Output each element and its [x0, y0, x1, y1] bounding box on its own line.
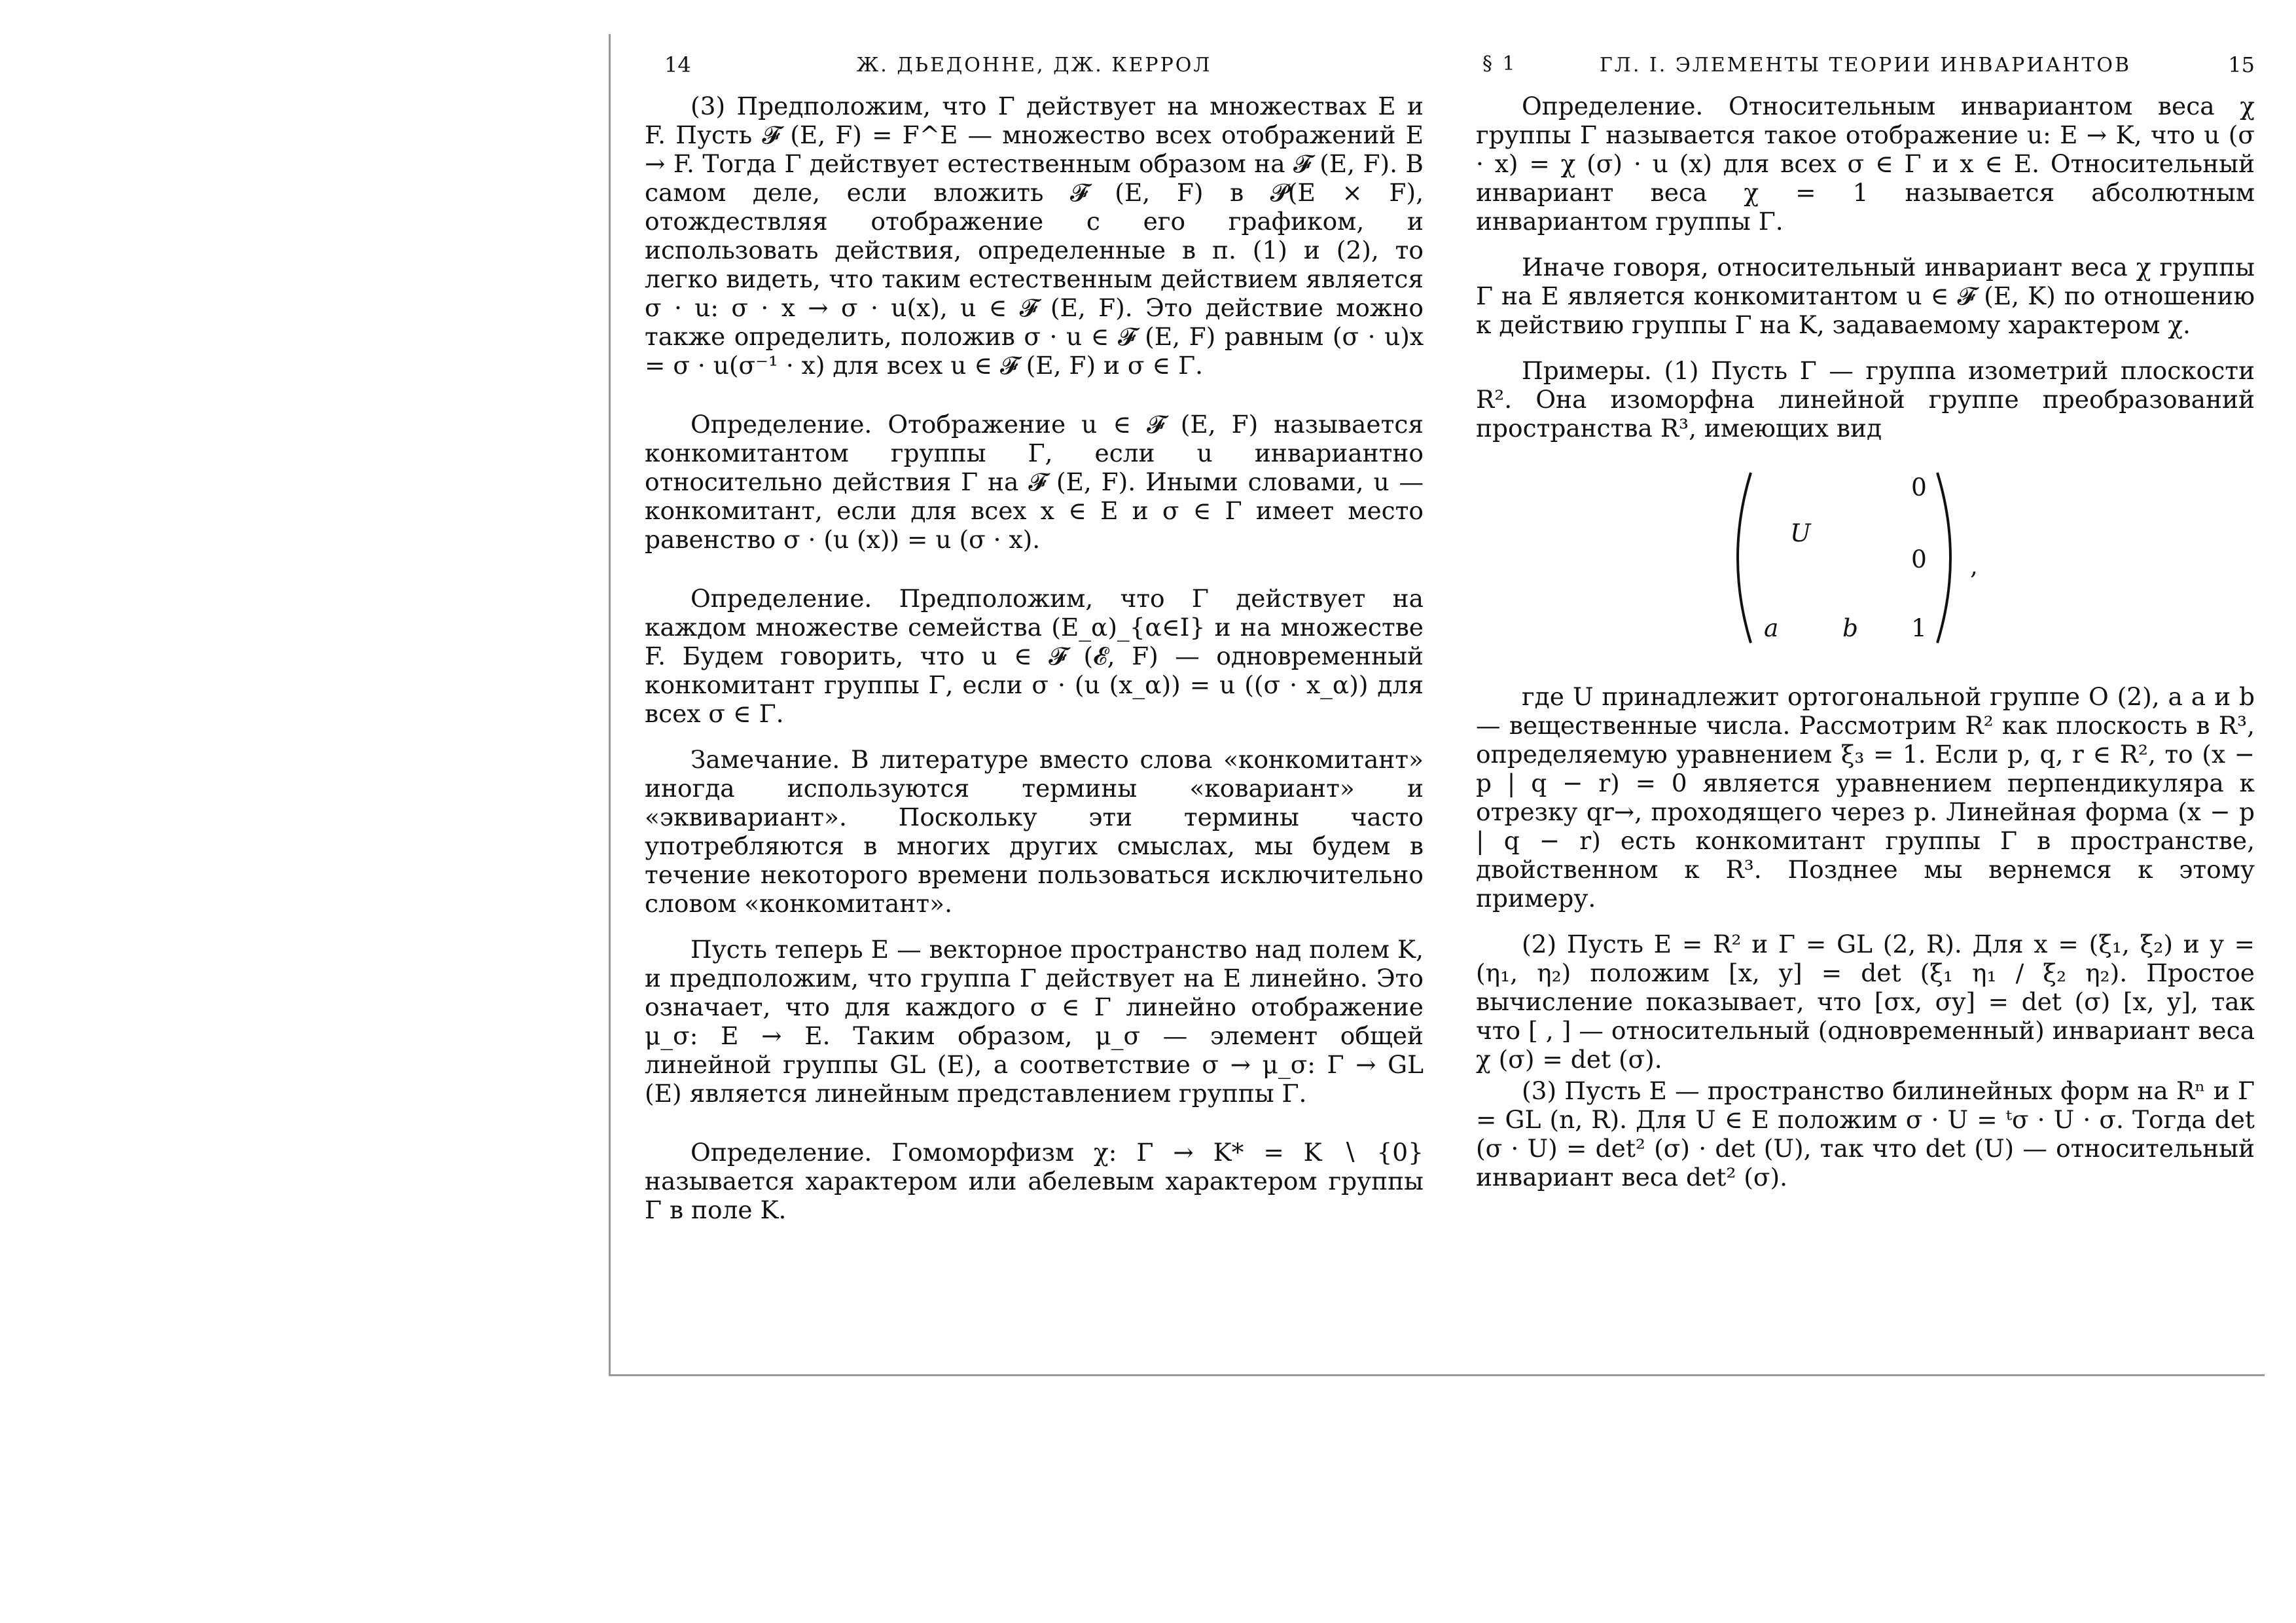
left-paragraph-3: Определение. Предположим, что Γ действует на каждом множестве семейства (E_α)_{α∈I} и на множестве F. Будем говорить, что u ∈ 𝓕 (𝓔, F) — одновременный конкомитант группы Γ, если σ · (u (x_α)) = u ((σ · x_α)) для всех σ ∈ Γ.: [645, 584, 1424, 728]
matrix-cell-0-top: 0: [1911, 473, 1927, 501]
left-paragraph-4: Замечание. В литературе вместо слова «конкомитант» иногда используются термины «ковариант» и «эквивариант». Поскольку эти термины часто употребляются в многих других смыслах, мы будем в течение некоторого времени пользоваться исключительно словом «конкомитант».: [645, 745, 1424, 918]
right-paragraph-1: Определение. Относительным инвариантом веса χ группы Γ называется такое отображение u: E → K, что u (σ · x) = χ (σ) · u (x) для всех σ ∈ Γ и x ∈ E. Относительный инвариант веса χ = 1 называется абсолютным инвариантом группы Γ.: [1476, 92, 2255, 236]
left-page-number: 14: [664, 52, 691, 77]
left-paragraph-6: Определение. Гомоморфизм χ: Γ → K* = K ∖ {0} называется характером или абелевым характером группы Γ в поле K.: [645, 1138, 1424, 1224]
left-paragraph-2: Определение. Отображение u ∈ 𝓕 (E, F) называется конкомитантом группы Γ, если u инвариантно относительно действия Γ на 𝓕 (E, F). Иными словами, u — конкомитант, если для всех x ∈ E и σ ∈ Γ имеет место равенство σ · (u (x)) = u (σ · x).: [645, 410, 1424, 554]
matrix-brackets: [1476, 460, 2255, 656]
right-paragraph-4: где U принадлежит ортогональной группе O (2), а a и b — вещественные числа. Рассмотрим R² как плоскость в R³, определяемую уравнением ξ₃ = 1. Если p, q, r ∈ R², то (x − p | q − r) = 0 является уравнением перпендикуляра к отрезку qr→, проходящего через p. Линейная форма (x − p | q − r) есть конкомитант группы Γ в пространстве, двойственном к R³. Позднее мы вернемся к этому примеру.: [1476, 682, 2255, 913]
matrix-cell-b: b: [1842, 613, 1859, 642]
matrix-trailing-comma: ,: [1970, 551, 1978, 580]
transformation-matrix: [1476, 460, 2255, 656]
left-paragraph-5: Пусть теперь E — векторное пространство над полем K, и предположим, что группа Γ действует на E линейно. Это означает, что для каждого σ ∈ Γ линейно отображение μ_σ: E → E. Таким образом, μ_σ — элемент общей линейной группы GL (E), а соответствие σ → μ_σ: Γ → GL (E) является линейным представлением группы Γ.: [645, 935, 1424, 1108]
left-running-head: [645, 52, 1424, 92]
left-page: [645, 52, 1424, 1241]
matrix-cell-a: a: [1764, 613, 1779, 642]
left-paragraph-1: (3) Предположим, что Γ действует на множествах E и F. Пусть 𝓕 (E, F) = F^E — множество всех отображений E → F. Тогда Γ действует естественным образом на 𝓕 (E, F). В самом деле, если вложить 𝓕 (E, F) в 𝓟(E × F), отождествляя отображение с его графиком, и использовать действия, определенные в п. (1) и (2), то легко видеть, что таким естественным действием является σ · u: σ · x → σ · u(x), u ∈ 𝓕 (E, F). Это действие можно также определить, положив σ · u ∈ 𝓕 (E, F) равным (σ · u)x = σ · u(σ⁻¹ · x) для всех u ∈ 𝓕 (E, F) и σ ∈ Γ.: [645, 92, 1424, 380]
right-page-number: 15: [2228, 52, 2255, 77]
left-running-title: Ж. ДЬЕДОННЕ, ДЖ. КЕРРОЛ: [856, 54, 1212, 77]
matrix-cell-1: 1: [1911, 613, 1927, 642]
right-paragraph-2: Иначе говоря, относительный инвариант веса χ группы Γ на E является конкомитантом u ∈ 𝓕 (E, K) по отношению к действию группы Γ на K, задаваемому характером χ.: [1476, 253, 2255, 339]
matrix-cell-0-mid: 0: [1911, 545, 1927, 574]
right-page: [1476, 52, 2255, 1209]
right-running-head: [1476, 52, 2255, 92]
right-paragraph-6: (3) Пусть E — пространство билинейных форм на Rⁿ и Γ = GL (n, R). Для U ∈ E положим σ · U = ᵗσ · U · σ. Тогда det (σ · U) = det² (σ) · det (U), так что det (U) — относительный инвариант веса det² (σ).: [1476, 1076, 2255, 1192]
right-paragraph-3: Примеры. (1) Пусть Γ — группа изометрий плоскости R². Она изоморфна линейной группе преобразований пространства R³, имеющих вид: [1476, 356, 2255, 443]
right-paragraph-5: (2) Пусть E = R² и Γ = GL (2, R). Для x = (ξ₁, ξ₂) и y = (η₁, η₂) положим [x, y] = det (ξ₁ η₁ / ξ₂ η₂). Простое вычисление показывает, что [σx, σy] = det (σ) [x, y], так что [ , ] — относительный (одновременный) инвариант веса χ (σ) = det (σ).: [1476, 930, 2255, 1074]
right-running-title: ГЛ. I. ЭЛЕМЕНТЫ ТЕОРИИ ИНВАРИАНТОВ: [1599, 54, 2132, 77]
right-section-mark: § 1: [1482, 52, 1517, 75]
matrix-cell-U: U: [1790, 519, 1811, 547]
